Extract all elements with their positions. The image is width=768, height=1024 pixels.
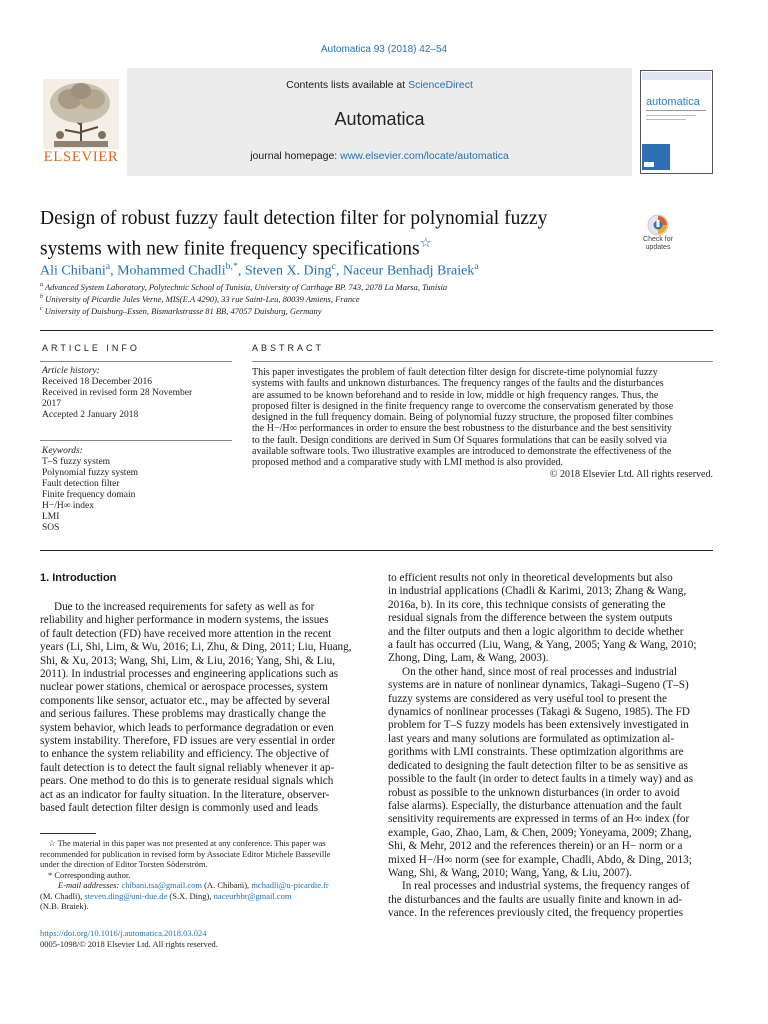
body-line: Shi, & Mehr, 2012 and the references therein) or an H− norm or a — [388, 840, 683, 853]
email-link[interactable]: steven.ding@uni-due.de — [84, 890, 168, 901]
divider — [40, 330, 713, 331]
body-line: sensitivity requirements are expressed in terms of an H∞ index (for — [388, 813, 690, 826]
title-line-2 — [40, 231, 610, 262]
email-owner: (A. Chibani), — [204, 880, 250, 890]
body-line: robust as possible to the unknown disturbances (in order to avoid — [388, 786, 680, 799]
body-line: systems are in nature of nonlinear dynamics, Takagi–Sugeno (T–S) — [388, 679, 689, 692]
footnotes — [40, 838, 366, 912]
body-line: possible to the fault (in order to detect faults in a timely way) and as — [388, 773, 694, 786]
body-line: Due to the increased requirements for safety as well as for — [54, 601, 315, 613]
intro-right-column — [388, 572, 713, 921]
author-separator: , — [237, 263, 245, 279]
abstract-line: proposed method and a comparative study with LMI method is also provided. — [252, 457, 564, 469]
issn-line: 0005-1098/© 2018 Elsevier Ltd. All rights reserved. — [40, 938, 218, 949]
body-line: In real processes and industrial systems, the frequency ranges of — [402, 880, 690, 893]
body-line: example, Gao, Zhao, Lam, & Chen, 2009; Yoneyama, 2009; Zhang, — [388, 826, 692, 839]
keywords-block — [42, 446, 232, 534]
author-name[interactable]: Naceur Benhadj Braiek — [342, 263, 475, 279]
body-line: fault detection is to detect the fault signal reliably whenever it ap- — [40, 761, 335, 774]
journal-reference[interactable]: Automatica 93 (2018) 42–54 — [320, 44, 448, 55]
body-line: 2016a, b). In its core, this technique consists of generating the — [388, 598, 666, 611]
title-line-1: Design of robust fuzzy fault detection filter for polynomial fuzzy — [40, 208, 548, 229]
keyword: Fault detection filter — [42, 479, 120, 489]
email-link[interactable]: chibani.tsa@gmail.com — [121, 880, 202, 890]
abstract-copyright: © 2018 Elsevier Ltd. All rights reserved. — [549, 468, 713, 480]
abstract-line: proposed filter is designed in the finite frequency range to overcome the conservatism generated by those — [252, 400, 674, 412]
footnote-rule — [40, 833, 96, 834]
keyword: SOS — [42, 523, 60, 533]
body-line: pears. One method to do this is to generate residual signals which — [40, 775, 334, 788]
body-line: 2011). In industrial processes and engineering applications such as — [40, 668, 339, 681]
email-owner: (S.X. Ding), — [169, 890, 212, 901]
email-link[interactable]: mchadli@u-picardie.fr — [251, 880, 329, 890]
abstract-body — [252, 367, 713, 480]
history-label: Article history: — [42, 366, 100, 376]
body-line: to enhance the system reliability and efficiency. The objective of — [40, 748, 330, 761]
affiliation-sup: b — [40, 294, 43, 301]
article-history — [42, 366, 232, 421]
divider — [40, 361, 232, 362]
journal-cover-thumbnail[interactable] — [640, 70, 713, 174]
affiliation-text: University of Duisburg–Essen, Bismarkstrasse 81 BB, 47057 Duisburg, Germany — [44, 306, 322, 316]
affiliation-text: University of Picardie Jules Verne, MIS(E.A 4290), 33 rue Saint-Leu, 80039 Amiens, France — [45, 294, 360, 304]
contents-prefix: Contents lists available at — [286, 79, 409, 91]
body-line: false alarms). Especially, the disturbance attenuation and the fault — [388, 799, 682, 812]
affiliation-text: Advanced System Laboratory, Polytechnic School of Tunisia, University of Carthage BP. 743, 2078 La Marsa, Tunisia — [44, 282, 448, 292]
body-line: act as an indicator for faulty situation. In the literature, observer- — [40, 788, 330, 801]
author-name[interactable]: Ali Chibani — [40, 263, 106, 279]
body-line: system instability. Therefore, FD issues are very essential in order — [40, 735, 336, 748]
body-line: Wang, Shi, & Wang, 2010; Wang, Yang, & Liu, 2007). — [388, 866, 632, 879]
email-line-2 — [40, 891, 366, 902]
abstract-line: systems with faults and unknown disturbances. The frequency ranges of the faults and the disturbances — [252, 378, 664, 390]
title-footnote-star[interactable]: ☆ — [419, 235, 432, 250]
body-line: last years and many solutions are formulated as optimization al- — [388, 732, 675, 745]
affiliation — [40, 294, 713, 304]
keyword: T–S fuzzy system — [42, 457, 111, 467]
homepage-link[interactable]: www.elsevier.com/locate/automatica — [340, 150, 509, 162]
body-line: gorithms with LMI constraints. These optimization algorithms are — [388, 746, 684, 759]
keyword: H−/H∞ index — [42, 501, 94, 511]
body-line: dedicated to designing the fault detection filter to be as sensitive as — [388, 759, 688, 772]
keyword: LMI — [42, 512, 60, 522]
abstract-line: designed in the full frequency domain. Being of polynomial fuzzy structure, the proposed filter combines — [252, 412, 673, 424]
doi-block — [40, 928, 366, 949]
check-for-updates-label: Check for updates — [643, 236, 673, 251]
authors-line — [40, 261, 713, 280]
email-line-1 — [40, 880, 366, 891]
footnote-star-line: under the direction of Editor Torsten Söderström. — [40, 859, 208, 869]
affiliation-sup: a — [40, 282, 43, 289]
body-line: residual signals from the difference between the system outputs — [388, 612, 673, 625]
email-label: E-mail addresses: — [58, 880, 120, 890]
received-date: Received 18 December 2016 — [42, 377, 152, 387]
affiliation — [40, 282, 713, 292]
divider — [252, 361, 713, 362]
author-sup[interactable]: c — [331, 261, 336, 272]
body-line: mixed H−/H∞ norm (see for example, Chadli, Abdo, & Ding, 2013; — [388, 853, 692, 866]
body-line: of fault detection (FD) have received more attention in the recent — [40, 627, 332, 640]
body-line: Zhong, Ding, Lam, & Wang, 2003). — [388, 652, 549, 665]
sciencedirect-link[interactable]: ScienceDirect — [408, 79, 473, 91]
body-line: problem for T–S fuzzy models has been extensively investigated in — [388, 719, 689, 732]
email-line-3: (N.B. Braiek). — [40, 901, 89, 911]
abstract-line: the H−/H∞ performances in order to ensure the best robustness to the disturbance and the best sensitivity — [252, 423, 672, 435]
abstract-line: are assumed to be known beforehand and to reside in low, middle or high frequency ranges. Thus, the — [252, 389, 659, 401]
doi-link[interactable]: https://doi.org/10.1016/j.automatica.2018.03.024 — [40, 928, 207, 938]
body-line: years (Li, Shi, Lim, & Wu, 2016; Li, Zhu, & Ding, 2011; Liu, Huang, — [40, 641, 352, 654]
body-line: in industrial applications (Chadli & Karimi, 2013; Zhang & Wang, — [388, 585, 687, 598]
abstract-line: This paper investigates the problem of fault detection filter design for discrete-time polynomial fuzzy — [252, 367, 658, 378]
accepted-date: Accepted 2 January 2018 — [42, 410, 139, 420]
author-separator: , — [335, 263, 343, 279]
body-line: and the filter outputs and then a logic algorithm to decide whether — [388, 625, 684, 638]
email-owner: (M. Chadli), — [40, 890, 83, 901]
body-line: dynamics of nonlinear processes (Takagi & Sugeno, 1985). The FD — [388, 706, 690, 719]
footnote-star-line: ☆ The material in this paper was not presented at any conference. This paper was — [48, 838, 326, 848]
elsevier-wordmark: ELSEVIER — [43, 149, 119, 165]
abstract-heading: ABSTRACT — [252, 343, 325, 353]
contents-line — [127, 79, 632, 91]
body-line: nuclear power stations, chemical or aerospace processes, system — [40, 681, 328, 694]
journal-name: Automatica — [334, 109, 425, 129]
body-line: based fault detection filter design is commonly used and leads — [40, 802, 319, 815]
affiliation-sup: c — [40, 306, 43, 313]
body-line: components like sensor, actuator etc., may be affected by several — [40, 694, 331, 707]
author-sup[interactable]: a — [474, 261, 479, 272]
body-line: to efficient results not only in theoretical developments but also — [388, 572, 673, 584]
body-line: Shi, & Xu, 2013; Wang, Shi, Lim, & Liu, 2016; Yang, Shi, & Liu, — [40, 654, 336, 667]
cover-title: automatica — [646, 96, 700, 108]
abstract-line: to the fault. Design conditions are derived in Sum Of Squares formulations that can be easily solved via — [252, 434, 667, 446]
article-info-heading: ARTICLE INFO — [42, 343, 140, 353]
section-heading-introduction: 1. Introduction — [40, 572, 117, 584]
footnote-star-line: recommended for publication in revised form by Associate Editor Michele Basseville — [40, 848, 331, 859]
body-line: vance. In the references previously cited, the frequency properties — [388, 907, 684, 920]
corresponding-author-note: * Corresponding author. — [48, 869, 131, 880]
abstract-line: available software tools. Two illustrative examples are introduced to demonstrate the effectiveness of the — [252, 446, 672, 458]
body-line: On the other hand, since most of real processes and industrial — [402, 665, 677, 678]
divider — [40, 550, 713, 551]
keyword: Polynomial fuzzy system — [42, 468, 139, 478]
keyword: Finite frequency domain — [42, 490, 136, 500]
divider — [40, 440, 232, 441]
revised-date-line2: 2017 — [42, 399, 61, 409]
body-line: a fault has occurred (Liu, Wang, & Yang, 2005; Yang & Wang, 2010; — [388, 639, 697, 652]
author-name[interactable]: Steven X. Ding — [244, 263, 332, 279]
body-line: the disturbances and the faults are usually finite and known in ad- — [388, 893, 683, 906]
revised-date-line1: Received in revised form 28 November — [42, 388, 193, 398]
journal-homepage — [127, 150, 632, 162]
affiliation — [40, 306, 713, 316]
body-line: and serious failures. These problems may drastically change the — [40, 708, 326, 721]
author-name[interactable]: Mohammed Chadli — [117, 263, 226, 279]
author-sup[interactable]: a — [105, 261, 111, 272]
article-title — [40, 207, 610, 262]
author-separator: , — [110, 263, 118, 279]
body-line: reliability and higher performance in modern systems, the issues — [40, 614, 329, 627]
title-line-2-text: systems with new finite frequency specifications — [40, 238, 420, 260]
email-link[interactable]: naceurbbr@gmail.com — [213, 890, 292, 901]
keywords-label: Keywords: — [42, 446, 83, 456]
elsevier-logo — [40, 75, 122, 167]
homepage-prefix: journal homepage: — [250, 150, 341, 162]
intro-left-column — [40, 601, 366, 816]
body-line: fuzzy systems are considered as very useful tool to present the — [388, 692, 667, 705]
body-line: system behavior, which leads to performance degradation or even — [40, 721, 334, 734]
author-sup[interactable]: b,* — [225, 261, 238, 272]
